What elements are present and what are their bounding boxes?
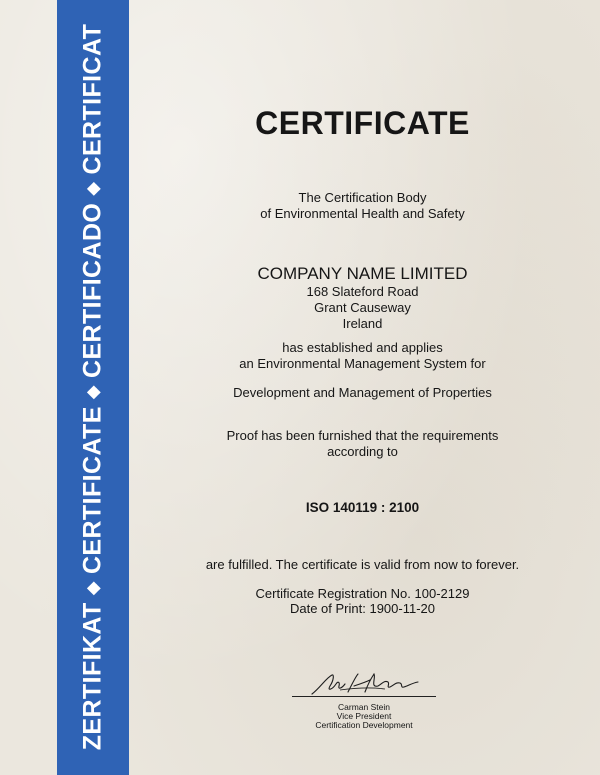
proof-line-1: Proof has been furnished that the requirements [226, 428, 499, 443]
company-country: Ireland [342, 316, 383, 331]
registration-number: Certificate Registration No. 100-2129 [255, 586, 470, 601]
signature-line [292, 696, 436, 697]
validity-statement: are fulfilled. The certificate is valid from now to forever. [205, 557, 520, 572]
company-name: COMPANY NAME LIMITED [257, 264, 468, 283]
issuer-line-2: of Environmental Health and Safety [260, 206, 465, 221]
company-address-1: 168 Slateford Road [306, 284, 419, 299]
print-date: Date of Print: 1900-11-20 [289, 601, 435, 616]
certificate-title: CERTIFICATE [255, 105, 470, 141]
statement-line-1: has established and applies [282, 340, 443, 355]
banner-word-es: CERTIFICADO [78, 202, 107, 378]
certified-scope: Development and Management of Properties [233, 385, 492, 400]
standard-reference: ISO 140119 : 2100 [305, 500, 420, 515]
signature-icon [310, 672, 420, 698]
signatory-name: Carman Stein [338, 702, 390, 712]
diamond-icon: ◆ [82, 181, 103, 196]
banner-word-fr: CERTIFICAT [78, 23, 107, 175]
signature-block [292, 668, 436, 733]
signatory-department: Certification Development [315, 720, 413, 730]
language-banner-text [79, 24, 108, 751]
statement-line-2: an Environmental Management System for [239, 356, 486, 371]
banner-word-de: ZERTIFIKAT [78, 602, 107, 751]
banner-word-en: CERTIFICATE [78, 406, 107, 575]
company-address-2: Grant Causeway [314, 300, 411, 315]
diamond-icon: ◆ [82, 581, 103, 596]
diamond-icon: ◆ [82, 384, 103, 400]
issuer-line-1: The Certification Body [298, 190, 427, 205]
signatory-title: Vice President [336, 711, 392, 721]
proof-line-2: according to [327, 444, 398, 459]
